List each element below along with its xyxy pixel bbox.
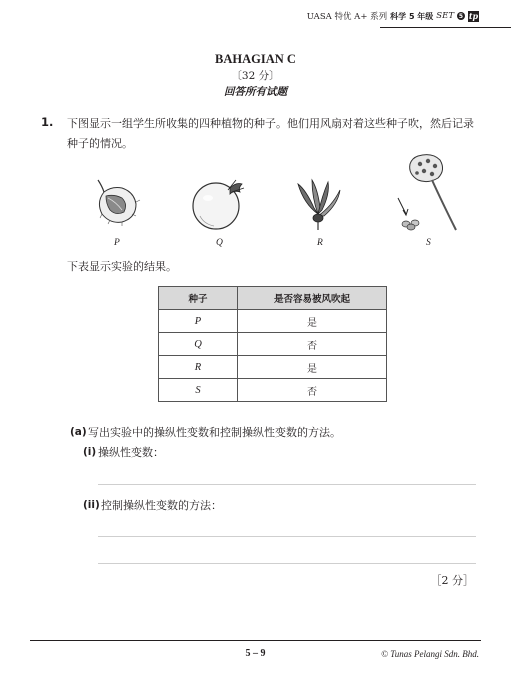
answer-line-ii-1[interactable] [98,536,476,537]
header-divider [380,27,511,28]
subject-name: 科学 5 年级 [390,11,434,21]
set-label: SET [436,11,454,21]
table-row [159,379,387,402]
table-cell-seed: P [159,310,238,333]
section-instruction: 回答所有试题 [224,86,287,98]
running-header [307,10,479,22]
part-a-i-text: 操纵性变数： [98,446,164,459]
answer-line-ii-2[interactable] [98,563,476,564]
section-marks: 〔32 分〕 [231,70,280,82]
feathered-seed-icon [290,176,346,234]
winged-seed-icon [92,176,142,228]
section-title: BAHAGIAN C [215,52,296,66]
seed-label-p: P [114,238,120,248]
part-a-text: 写出实验中的操纵性变数和控制操纵性变数的方法。 [88,426,341,439]
question-marks: ［2 分］ [430,574,474,587]
table-cell-seed: S [159,379,238,402]
table-cell-result: 是 [238,310,387,333]
series-name: UASA 特优 A+ 系列 [306,12,388,22]
header-seed: 种子 [159,287,238,310]
part-a-i-label: (i) [83,446,97,458]
set-number-badge: 5 [458,12,464,20]
question-number: 1. [41,115,54,129]
round-fruit-icon [190,176,246,232]
copyright-notice: © Tunas Pelangi Sdn. Bhd. [381,649,479,659]
table-cell-seed: Q [159,333,238,356]
part-a-ii-label: (ii) [83,499,100,511]
table-cell-result: 是 [238,356,387,379]
seed-label-r: R [317,238,323,248]
table-row [159,356,387,379]
results-table [158,286,387,402]
answer-line-i[interactable] [98,484,476,485]
lotus-seed-icon [388,150,468,234]
seed-label-s: S [426,238,431,248]
part-a-label: (a) [70,426,87,438]
table-row [159,333,387,356]
table-row [159,310,387,333]
table-header-row [159,287,387,310]
table-cell-result: 否 [238,333,387,356]
table-intro: 下表显示实验的结果。 [67,260,177,273]
question-text: 下图显示一组学生所收集的四种植物的种子。他们用风扇对着这些种子吹，然后记录种子的情况。 [67,117,474,150]
header-blown: 是否容易被风吹起 [238,287,387,310]
footer-divider [30,640,481,641]
seed-label-q: Q [216,238,223,248]
page-number: 5 – 9 [245,648,266,659]
table-cell-seed: R [159,356,238,379]
part-a-ii-text: 控制操纵性变数的方法： [101,499,222,512]
publisher-logo: tp [468,11,479,21]
table-cell-result: 否 [238,379,387,402]
